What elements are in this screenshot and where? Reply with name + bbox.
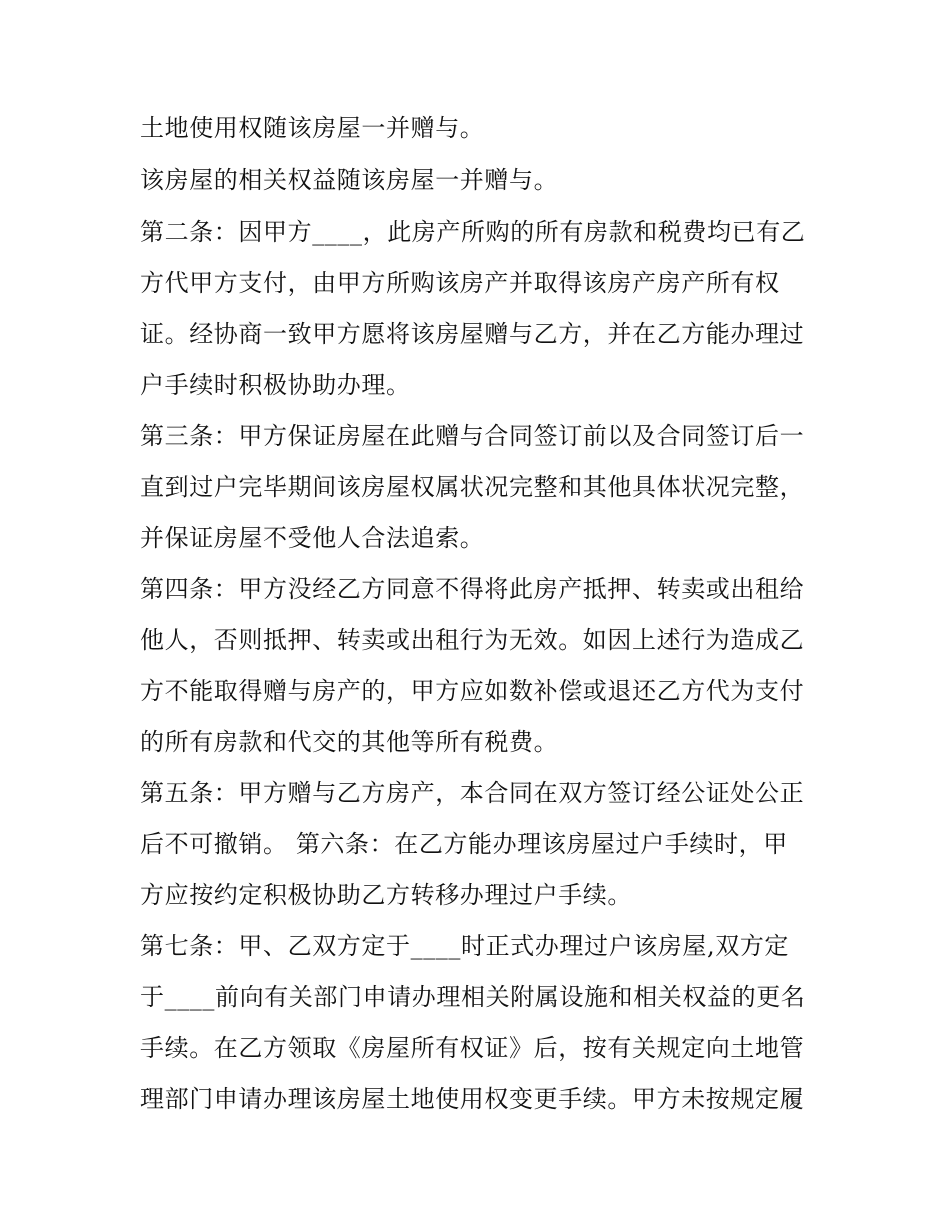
text-line: 方代甲方支付，由甲方所购该房产并取得该房产房产所有权 xyxy=(140,269,780,297)
text-line: 第七条：甲、乙双方定于____时正式办理过户该房屋,双方定 xyxy=(140,932,790,960)
text-line: 第二条：因甲方____，此房产所购的所有房款和税费均已有乙 xyxy=(140,218,806,246)
text-line: 并保证房屋不受他人合法追索。 xyxy=(140,524,485,552)
text-line: 土地使用权随该房屋一并赠与。 xyxy=(140,114,485,142)
text-line: 第三条：甲方保证房屋在此赠与合同签订前以及合同签订后一 xyxy=(140,422,805,450)
text-line: 方不能取得赠与房产的，甲方应如数补偿或退还乙方代为支付 xyxy=(140,677,805,705)
text-line: 证。经协商一致甲方愿将该房屋赠与乙方，并在乙方能办理过 xyxy=(140,320,805,348)
text-line: 手续。在乙方领取《房屋所有权证》后，按有关规定向土地管 xyxy=(140,1034,805,1062)
text-line: 户手续时积极协助办理。 xyxy=(140,371,411,399)
text-line: 方应按约定积极协助乙方转移办理过户手续。 xyxy=(140,881,632,909)
text-line: 他人，否则抵押、转卖或出租行为无效。如因上述行为造成乙 xyxy=(140,626,805,654)
text-line: 后不可撤销。 第六条：在乙方能办理该房屋过户手续时，甲 xyxy=(140,830,788,858)
text-line: 于____前向有关部门申请办理相关附属设施和相关权益的更名 xyxy=(140,983,806,1011)
text-line: 该房屋的相关权益随该房屋一并赠与。 xyxy=(140,166,559,194)
text-line: 第四条：甲方没经乙方同意不得将此房产抵押、转卖或出租给 xyxy=(140,575,805,603)
text-line: 直到过户完毕期间该房屋权属状况完整和其他具体状况完整， xyxy=(140,473,805,501)
text-line: 的所有房款和代交的其他等所有税费。 xyxy=(140,728,559,756)
text-line: 第五条：甲方赠与乙方房产，本合同在双方签订经公证处公正 xyxy=(140,779,805,807)
text-line: 理部门申请办理该房屋土地使用权变更手续。甲方未按规定履 xyxy=(140,1085,805,1113)
